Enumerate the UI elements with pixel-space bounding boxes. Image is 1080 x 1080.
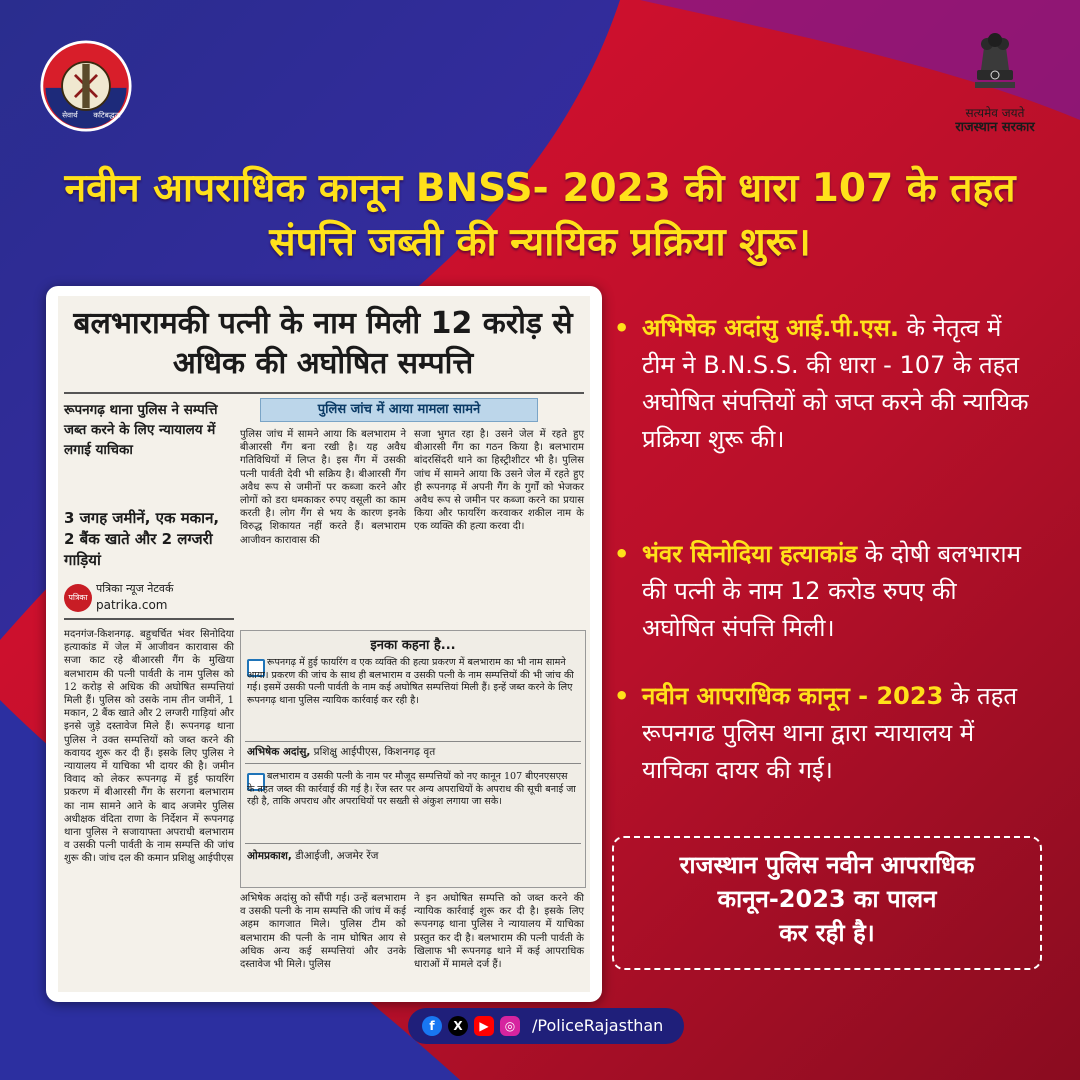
- bullet-item: [614, 310, 1034, 458]
- bullet-highlight: भंवर सिनोदिया हत्याकांड: [642, 540, 858, 568]
- ashoka-emblem-icon: [965, 30, 1025, 102]
- bullet-text: के तहत रूपनगढ पुलिस थाना द्वारा न्यायालय में याचिका दायर की गई।: [642, 682, 1018, 784]
- emblem-govt-label: राजस्थान सरकार: [955, 120, 1035, 135]
- rajasthan-police-badge-icon: [40, 40, 132, 132]
- quote-1-role: प्रशिक्षु आईपीएस, किशनगढ़ वृत: [310, 746, 436, 758]
- bullet-dot-icon: •: [614, 682, 630, 710]
- bullet-highlight: नवीन आपराधिक कानून - 2023: [642, 682, 944, 710]
- police-logo-left-text: सेवार्थ: [62, 110, 78, 120]
- bullet-text: के दोषी बलभाराम की पत्नी के नाम 12 करोड रुपए की अघोषित संपत्ति मिली।: [642, 540, 1021, 642]
- quote-1-name: अभिषेक अदांसु,: [247, 746, 311, 758]
- quote-2-role: डीआईजी, अजमेर रेंज: [291, 850, 379, 862]
- bullet-item: [614, 536, 1034, 647]
- patrika-logo: पत्रिका: [64, 584, 92, 612]
- emblem-motto: सत्यमेव जयते: [965, 106, 1025, 120]
- quotes-divider: [245, 763, 581, 764]
- clipping-column-bottom-mid: अभिषेक अदांसु को सौंपी गई। उन्हें बलभाराम व उसकी पत्नी के नाम सम्पत्ति की जांच में कई अहम कागजात मिले। पुलिस टीम को बलभाराम की पत्नी के नाम घोषित आय से अधिक अन्य कई सम्पत्तियां और उनके दस्तावेज भी मिले। पुलिस: [240, 893, 406, 971]
- bullet-dot-icon: •: [614, 314, 630, 342]
- quotes-divider: [245, 741, 581, 742]
- clipping-rule: [64, 392, 584, 394]
- x-icon[interactable]: X: [448, 1016, 468, 1036]
- social-bar: [408, 1008, 684, 1044]
- clipping-subhead-2: 3 जगह जमीनें, एक मकान, 2 बैंक खाते और 2 लग्जरी गाड़ियां: [64, 509, 220, 569]
- police-logo-right-text: कटिबद्धता: [93, 110, 121, 120]
- bullet-highlight: अभिषेक अदांसु आई.पी.एस.: [642, 314, 899, 342]
- quote-2: बलभाराम व उसकी पत्नी के नाम पर मौजूद सम्पत्तियों को नए कानून 107 बीएनएसएस के तहत जब्त की कार्रवाई की गई है। रेंज स्तर पर अन्य अपराधियों के अपराध की सूची बनाई जा रही है, ताकि अपराध और अपराधियों पर सख्ती से अंकुश लगाया जा सके।: [247, 771, 576, 808]
- quotes-box: [240, 630, 586, 888]
- headline-line-2: संपत्ति जब्ती की न्यायिक प्रक्रिया शुरू।: [269, 220, 811, 265]
- quote-2-signature: [247, 849, 577, 863]
- clipping-subhead: रूपनगढ़ थाना पुलिस ने सम्पत्ति जब्त करने के लिए न्यायालय में लगाई याचिका: [64, 402, 218, 458]
- page-headline: [20, 162, 1060, 270]
- facebook-icon[interactable]: f: [422, 1016, 442, 1036]
- clipping-banner: पुलिस जांच में आया मामला सामने: [260, 398, 538, 422]
- quote-1: रूपनगढ़ में हुई फायरिंग व एक व्यक्ति की हत्या प्रकरण में बलभाराम का भी नाम सामने आया। प्रकरण की जांच के साथ ही बलभाराम व उसकी पत्नी के नाम सम्पत्तियों की भी जांच की गई। इसमें उसकी पत्नी पार्वती के नाम कई अघोषित सम्पत्तियां मिली हैं। इन्हें जब्त करने के लिए रूपनगढ़ थाना पुलिस न्यायिक कार्रवाई कर रही है।: [247, 657, 574, 706]
- newspaper-clipping: [58, 296, 590, 992]
- youtube-icon[interactable]: ▶: [474, 1016, 494, 1036]
- quote-1-signature: [247, 745, 577, 759]
- bullet-dot-icon: •: [614, 540, 630, 568]
- compliance-callout: [612, 836, 1042, 970]
- callout-line-3: कर रही है।: [779, 919, 875, 947]
- social-handle[interactable]: /PoliceRajasthan: [532, 1016, 664, 1035]
- quotes-heading: इनका कहना है...: [370, 638, 456, 653]
- headline-line-1: नवीन आपराधिक कानून BNSS- 2023 की धारा 107 के तहत: [64, 166, 1016, 211]
- callout-line-1: राजस्थान पुलिस नवीन आपराधिक: [679, 851, 975, 879]
- clipping-column-left: मदनगंज-किशनगढ़. बहुचर्चित भंवर सिनोदिया हत्याकांड में जेल में आजीवन कारावास की सजा काट रहे बीआरसी गैंग के मुखिया बलभाराम की पत्नी पार्वती के नाम पुलिस को 12 करोड़ से अधिक की अघोषित सम्पत्तियां मिली हैं। पुलिस को उसके नाम तीन जमीनें, 1 मकान, 2 बैंक खाते और 2 लग्जरी गाड़ियां और इनसे जुड़े दस्तावेज मिले हैं। रूपनगढ़ थाना पुलिस ने उक्त सम्पत्तियों को जब्त करने की कवायद शुरू कर दी हैं। इसके लिए पुलिस ने न्यायालय में याचिका भी दायर की है। जमीन विवाद को लेकर रूपनगढ़ में हुई फायरिंग प्रकरण में बीआरसी गैंग के सरगना बलभाराम का नाम सामने आने के बाद अजमेर पुलिस अधीक्षक वंदिता राणा के निर्देशन में रूपनगढ़ थाना पुलिस ने सजायाफ्ता अपराधी बलभाराम व उसकी पत्नी पार्वती के नाम सम्पत्ति की जांच शुरू की। जांच दल की कमान प्रशिक्षु आईपीएस: [64, 629, 234, 865]
- bullet-text: के नेतृत्व में टीम ने B.N.S.S. की धारा - 107 के तहत अघोषित संपत्तियों को जप्त करने की न्यायिक प्रक्रिया शुरू की।: [642, 314, 1029, 453]
- clipping-column-right: सजा भुगत रहा है। उसने जेल में रहते हुए बीआरसी गैंग का गठन किया है। बलभाराम बांदरसिंदरी थाने का हिस्ट्रीशीटर भी है। पुलिस जांच में सामने आया कि उसने जेल में रहते हुए ही रूपनगढ़ में अपनी गैंग के गुर्गों को भेजकर अवैध रूप से जमीन पर कब्जा करने का प्रयास किया और फायरिंग करवाकर शकील नाम के एक व्यक्ति की हत्या करवा दी।: [414, 429, 584, 533]
- clipping-column-mid: पुलिस जांच में सामने आया कि बलभाराम ने बीआरसी गैंग बना रखी है। यह अवैध गतिविधियों में लिप्त है। इस गैंग में उसकी पत्नी पार्वती देवी भी सक्रिय है। बीआरसी गैंग अवैध रूप से जमीनों पर कब्जा करने और लोगों को डरा धमकाकर रुपए वसूली का काम करती है। लोग गैंग से भय के कारण इनके विरुद्ध शिकायत नहीं करते हैं। बलभाराम आजीवन कारावास की: [240, 429, 406, 546]
- quotes-divider: [245, 843, 581, 844]
- instagram-icon[interactable]: ◎: [500, 1016, 520, 1036]
- clipping-column-bottom-right: ने इन अघोषित सम्पत्ति को जब्त करने की न्यायिक कार्रवाई शुरू कर दी है। इसके लिए रूपनगढ़ थाना पुलिस ने न्यायालय में याचिका प्रस्तुत कर दी है। बलभाराम की पत्नी पार्वती के खिलाफ भी रूपनगढ़ थाने में कई आपराधिक धाराओं में मामले दर्ज हैं।: [414, 893, 584, 971]
- publisher-name: पत्रिका न्यूज नेटवर्क: [96, 582, 174, 595]
- quote-2-name: ओमप्रकाश,: [247, 850, 292, 862]
- publisher-site: patrika.com: [96, 598, 168, 612]
- callout-line-2: कानून-2023 का पालन: [717, 885, 937, 913]
- clipping-rule: [64, 618, 234, 620]
- state-emblem: [940, 30, 1050, 142]
- clipping-main-headline: बलभारामकी पत्नी के नाम मिली 12 करोड़ से अधिक की अघोषित सम्पत्ति: [73, 306, 573, 381]
- bullet-item: [614, 678, 1034, 789]
